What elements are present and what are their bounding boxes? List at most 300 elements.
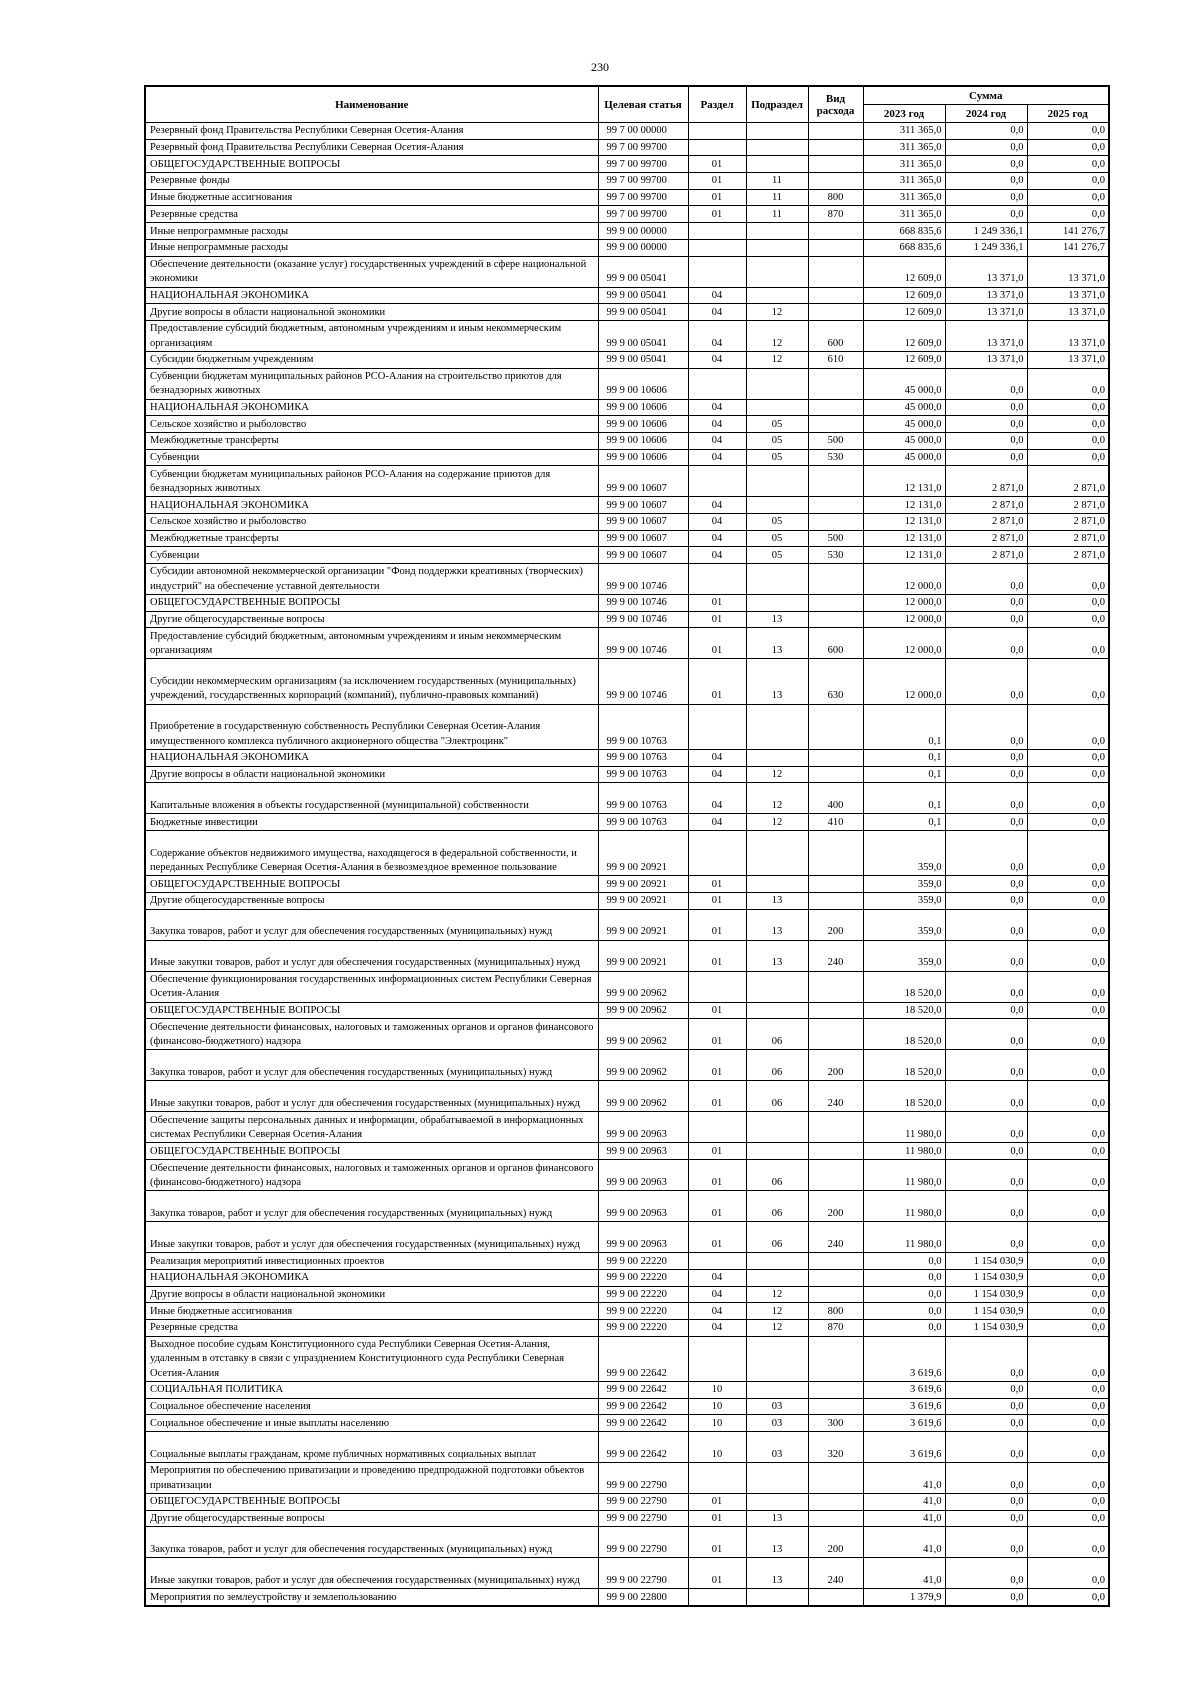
row-2025-cell: 0,0 — [1027, 1303, 1109, 1320]
row-subsection-cell: 06 — [746, 1081, 808, 1112]
table-row — [145, 287, 1109, 304]
row-2024-cell: 0,0 — [945, 1050, 1027, 1081]
row-subsection-cell — [746, 595, 808, 612]
row-2024-cell: 0,0 — [945, 659, 1027, 704]
row-target-article-cell: 99 9 00 22790 — [598, 1527, 688, 1558]
row-target-article-cell: 99 9 00 10607 — [598, 530, 688, 547]
row-2024-cell: 13 371,0 — [945, 320, 1027, 351]
row-name-cell: Субвенции — [145, 547, 598, 564]
row-target-article-cell: 99 9 00 22220 — [598, 1319, 688, 1336]
table-row — [145, 1253, 1109, 1270]
table-row — [145, 304, 1109, 321]
row-expense-type-cell: 410 — [808, 814, 863, 831]
row-subsection-cell — [746, 1253, 808, 1270]
table-body — [145, 123, 1109, 1607]
row-expense-type-cell — [808, 766, 863, 783]
table-row — [145, 628, 1109, 659]
row-subsection-cell — [746, 1462, 808, 1493]
row-2025-cell: 0,0 — [1027, 659, 1109, 704]
table-row — [145, 1493, 1109, 1510]
row-2025-cell: 0,0 — [1027, 1160, 1109, 1191]
row-name-cell: Обеспечение деятельности финансовых, налоговых и таможенных органов и органов финансового (финансово-бюджетного) надзора — [145, 1160, 598, 1191]
row-section-cell: 01 — [688, 1191, 746, 1222]
row-target-article-cell: 99 9 00 22220 — [598, 1303, 688, 1320]
row-2024-cell: 2 871,0 — [945, 466, 1027, 497]
row-2024-cell: 0,0 — [945, 595, 1027, 612]
row-section-cell: 04 — [688, 449, 746, 466]
row-expense-type-cell — [808, 893, 863, 910]
row-target-article-cell: 99 9 00 10763 — [598, 814, 688, 831]
table-row — [145, 1050, 1109, 1081]
row-2024-cell: 2 871,0 — [945, 530, 1027, 547]
row-2025-cell: 13 371,0 — [1027, 256, 1109, 287]
table-row — [145, 831, 1109, 876]
row-expense-type-cell: 240 — [808, 1081, 863, 1112]
row-target-article-cell: 99 9 00 22642 — [598, 1336, 688, 1381]
row-2023-cell: 0,1 — [863, 766, 945, 783]
row-subsection-cell — [746, 1112, 808, 1143]
row-section-cell — [688, 971, 746, 1002]
row-name-cell: Иные бюджетные ассигнования — [145, 1303, 598, 1320]
row-expense-type-cell — [808, 139, 863, 156]
row-2024-cell: 0,0 — [945, 704, 1027, 749]
table-row — [145, 876, 1109, 893]
row-name-cell: ОБЩЕГОСУДАРСТВЕННЫЕ ВОПРОСЫ — [145, 1002, 598, 1019]
row-section-cell: 04 — [688, 432, 746, 449]
row-2024-cell: 1 154 030,9 — [945, 1303, 1027, 1320]
row-target-article-cell: 99 9 00 22220 — [598, 1269, 688, 1286]
row-2025-cell: 0,0 — [1027, 1286, 1109, 1303]
row-2025-cell: 13 371,0 — [1027, 351, 1109, 368]
row-subsection-cell: 05 — [746, 449, 808, 466]
row-section-cell: 10 — [688, 1398, 746, 1415]
row-name-cell: Иные непрограммные расходы — [145, 223, 598, 240]
row-2025-cell: 13 371,0 — [1027, 287, 1109, 304]
row-name-cell: Социальное обеспечение и иные выплаты населению — [145, 1415, 598, 1432]
row-2025-cell: 0,0 — [1027, 1431, 1109, 1462]
row-expense-type-cell: 400 — [808, 783, 863, 814]
table-row — [145, 1160, 1109, 1191]
row-target-article-cell: 99 9 00 20962 — [598, 1002, 688, 1019]
row-2023-cell: 0,1 — [863, 750, 945, 767]
row-2025-cell: 0,0 — [1027, 1462, 1109, 1493]
row-expense-type-cell — [808, 1019, 863, 1050]
row-name-cell: Иные закупки товаров, работ и услуг для обеспечения государственных (муниципальных) нужд — [145, 1081, 598, 1112]
table-row — [145, 1431, 1109, 1462]
row-target-article-cell: 99 9 00 22800 — [598, 1589, 688, 1606]
row-subsection-cell — [746, 971, 808, 1002]
row-section-cell: 10 — [688, 1431, 746, 1462]
row-expense-type-cell — [808, 595, 863, 612]
row-expense-type-cell — [808, 1462, 863, 1493]
row-target-article-cell: 99 9 00 22642 — [598, 1381, 688, 1398]
row-2025-cell: 0,0 — [1027, 1510, 1109, 1527]
row-subsection-cell: 03 — [746, 1415, 808, 1432]
row-expense-type-cell — [808, 971, 863, 1002]
row-expense-type-cell — [808, 416, 863, 433]
row-expense-type-cell: 300 — [808, 1415, 863, 1432]
row-subsection-cell: 13 — [746, 1558, 808, 1589]
row-section-cell: 01 — [688, 1493, 746, 1510]
row-name-cell: Мероприятия по обеспечению приватизации и проведению предпродажной подготовки объектов приватизации — [145, 1462, 598, 1493]
row-expense-type-cell: 800 — [808, 189, 863, 206]
row-name-cell: Сельское хозяйство и рыболовство — [145, 416, 598, 433]
row-2024-cell: 0,0 — [945, 1431, 1027, 1462]
row-2024-cell: 0,0 — [945, 1222, 1027, 1253]
row-2023-cell: 359,0 — [863, 831, 945, 876]
row-target-article-cell: 99 9 00 22790 — [598, 1558, 688, 1589]
row-name-cell: Реализация мероприятий инвестиционных проектов — [145, 1253, 598, 1270]
row-target-article-cell: 99 9 00 10763 — [598, 766, 688, 783]
table-row — [145, 189, 1109, 206]
row-2024-cell: 0,0 — [945, 893, 1027, 910]
row-section-cell: 04 — [688, 547, 746, 564]
row-2023-cell: 45 000,0 — [863, 368, 945, 399]
table-row — [145, 1303, 1109, 1320]
row-subsection-cell: 03 — [746, 1431, 808, 1462]
row-name-cell: Капитальные вложения в объекты государственной (муниципальной) собственности — [145, 783, 598, 814]
row-target-article-cell: 99 9 00 10606 — [598, 416, 688, 433]
row-expense-type-cell — [808, 466, 863, 497]
row-2023-cell: 11 980,0 — [863, 1143, 945, 1160]
row-subsection-cell: 05 — [746, 416, 808, 433]
row-subsection-cell: 06 — [746, 1050, 808, 1081]
row-subsection-cell: 05 — [746, 547, 808, 564]
row-2024-cell: 0,0 — [945, 1019, 1027, 1050]
row-expense-type-cell — [808, 831, 863, 876]
row-section-cell: 04 — [688, 530, 746, 547]
row-subsection-cell — [746, 399, 808, 416]
row-name-cell: НАЦИОНАЛЬНАЯ ЭКОНОМИКА — [145, 750, 598, 767]
row-section-cell: 04 — [688, 1303, 746, 1320]
table-row — [145, 1336, 1109, 1381]
row-target-article-cell: 99 9 00 10763 — [598, 704, 688, 749]
row-2025-cell: 2 871,0 — [1027, 514, 1109, 531]
row-expense-type-cell — [808, 611, 863, 628]
row-name-cell: Обеспечение деятельности (оказание услуг) государственных учреждений в сфере национальной экономики — [145, 256, 598, 287]
row-name-cell: Содержание объектов недвижимого имущества, находящегося в федеральной собственности, и переданных Республике Северная Осетия-Алания в безвозмездное временное пользование — [145, 831, 598, 876]
row-2023-cell: 311 365,0 — [863, 123, 945, 140]
row-2023-cell: 3 619,6 — [863, 1415, 945, 1432]
page-number: 230 — [591, 60, 609, 74]
row-2024-cell: 1 154 030,9 — [945, 1319, 1027, 1336]
row-2024-cell: 0,0 — [945, 564, 1027, 595]
row-subsection-cell — [746, 1493, 808, 1510]
budget-table — [144, 85, 1110, 1607]
row-name-cell: Иные бюджетные ассигнования — [145, 189, 598, 206]
row-expense-type-cell — [808, 704, 863, 749]
column-header-target-article: Целевая статья — [598, 86, 688, 123]
row-subsection-cell: 12 — [746, 766, 808, 783]
row-subsection-cell: 12 — [746, 783, 808, 814]
row-2023-cell: 0,0 — [863, 1303, 945, 1320]
row-2025-cell: 0,0 — [1027, 1398, 1109, 1415]
row-target-article-cell: 99 9 00 10746 — [598, 628, 688, 659]
row-2024-cell: 0,0 — [945, 1191, 1027, 1222]
row-2024-cell: 0,0 — [945, 1398, 1027, 1415]
row-name-cell: Субвенции бюджетам муниципальных районов РСО-Алания на содержание приютов для безнадзорных животных — [145, 466, 598, 497]
row-section-cell: 04 — [688, 320, 746, 351]
row-name-cell: Субсидии некоммерческим организациям (за исключением государственных (муниципальных) учреждений, государственных корпораций (компаний), публично-правовых компаний) — [145, 659, 598, 704]
row-2025-cell: 0,0 — [1027, 564, 1109, 595]
row-target-article-cell: 99 9 00 10607 — [598, 547, 688, 564]
row-target-article-cell: 99 9 00 10746 — [598, 611, 688, 628]
row-expense-type-cell: 870 — [808, 206, 863, 223]
row-subsection-cell: 05 — [746, 432, 808, 449]
row-2024-cell: 1 249 336,1 — [945, 239, 1027, 256]
row-2023-cell: 18 520,0 — [863, 1002, 945, 1019]
row-expense-type-cell — [808, 223, 863, 240]
row-target-article-cell: 99 9 00 10607 — [598, 497, 688, 514]
column-header-2023: 2023 год — [863, 105, 945, 123]
row-expense-type-cell — [808, 1493, 863, 1510]
row-2024-cell: 1 154 030,9 — [945, 1269, 1027, 1286]
row-2025-cell: 0,0 — [1027, 1319, 1109, 1336]
row-2024-cell: 0,0 — [945, 1510, 1027, 1527]
row-subsection-cell: 12 — [746, 304, 808, 321]
row-name-cell: ОБЩЕГОСУДАРСТВЕННЫЕ ВОПРОСЫ — [145, 595, 598, 612]
row-2025-cell: 0,0 — [1027, 831, 1109, 876]
row-2024-cell: 0,0 — [945, 1415, 1027, 1432]
row-target-article-cell: 99 7 00 99700 — [598, 189, 688, 206]
row-expense-type-cell — [808, 256, 863, 287]
row-2023-cell: 45 000,0 — [863, 449, 945, 466]
row-2023-cell: 12 131,0 — [863, 514, 945, 531]
row-target-article-cell: 99 9 00 10746 — [598, 595, 688, 612]
row-2023-cell: 0,1 — [863, 783, 945, 814]
column-header-section: Раздел — [688, 86, 746, 123]
row-expense-type-cell: 200 — [808, 1050, 863, 1081]
row-name-cell: Социальные выплаты гражданам, кроме публичных нормативных социальных выплат — [145, 1431, 598, 1462]
column-header-name: Наименование — [145, 86, 598, 123]
column-header-expense-type: Вид расхода — [808, 86, 863, 123]
row-subsection-cell: 12 — [746, 320, 808, 351]
row-2024-cell: 13 371,0 — [945, 287, 1027, 304]
row-2023-cell: 12 000,0 — [863, 595, 945, 612]
row-section-cell: 01 — [688, 595, 746, 612]
row-expense-type-cell: 240 — [808, 1222, 863, 1253]
row-target-article-cell: 99 9 00 10606 — [598, 432, 688, 449]
row-target-article-cell: 99 9 00 05041 — [598, 320, 688, 351]
row-expense-type-cell: 530 — [808, 449, 863, 466]
row-section-cell — [688, 1336, 746, 1381]
row-2025-cell: 0,0 — [1027, 1143, 1109, 1160]
row-subsection-cell: 11 — [746, 206, 808, 223]
row-2023-cell: 0,0 — [863, 1269, 945, 1286]
row-name-cell: Закупка товаров, работ и услуг для обеспечения государственных (муниципальных) нужд — [145, 1527, 598, 1558]
table-row — [145, 123, 1109, 140]
row-section-cell: 01 — [688, 1222, 746, 1253]
row-section-cell: 01 — [688, 1143, 746, 1160]
row-expense-type-cell — [808, 1589, 863, 1606]
row-section-cell — [688, 704, 746, 749]
row-expense-type-cell — [808, 750, 863, 767]
row-2024-cell: 13 371,0 — [945, 351, 1027, 368]
row-name-cell: Резервный фонд Правительства Республики Северная Осетия-Алания — [145, 139, 598, 156]
row-subsection-cell — [746, 750, 808, 767]
row-name-cell: НАЦИОНАЛЬНАЯ ЭКОНОМИКА — [145, 1269, 598, 1286]
row-2024-cell: 2 871,0 — [945, 497, 1027, 514]
row-subsection-cell: 12 — [746, 1286, 808, 1303]
row-subsection-cell — [746, 831, 808, 876]
row-2023-cell: 668 835,6 — [863, 239, 945, 256]
row-2024-cell: 0,0 — [945, 1558, 1027, 1589]
row-expense-type-cell — [808, 497, 863, 514]
row-2024-cell: 0,0 — [945, 368, 1027, 399]
row-target-article-cell: 99 9 00 20963 — [598, 1143, 688, 1160]
row-name-cell: Закупка товаров, работ и услуг для обеспечения государственных (муниципальных) нужд — [145, 1191, 598, 1222]
row-section-cell: 04 — [688, 497, 746, 514]
row-subsection-cell: 13 — [746, 893, 808, 910]
row-2025-cell: 0,0 — [1027, 432, 1109, 449]
row-2024-cell: 0,0 — [945, 1527, 1027, 1558]
row-2025-cell: 0,0 — [1027, 1415, 1109, 1432]
table-row — [145, 530, 1109, 547]
row-2024-cell: 0,0 — [945, 189, 1027, 206]
row-name-cell: Закупка товаров, работ и услуг для обеспечения государственных (муниципальных) нужд — [145, 1050, 598, 1081]
table-row — [145, 399, 1109, 416]
row-2023-cell: 0,1 — [863, 704, 945, 749]
row-section-cell — [688, 123, 746, 140]
row-target-article-cell: 99 9 00 10607 — [598, 514, 688, 531]
row-name-cell: Субвенции бюджетам муниципальных районов РСО-Алания на строительство приютов для безнадзорных животных — [145, 368, 598, 399]
row-name-cell: Обеспечение деятельности финансовых, налоговых и таможенных органов и органов финансового (финансово-бюджетного) надзора — [145, 1019, 598, 1050]
row-subsection-cell: 05 — [746, 530, 808, 547]
row-expense-type-cell: 800 — [808, 1303, 863, 1320]
row-target-article-cell: 99 9 00 20921 — [598, 909, 688, 940]
row-name-cell: Резервные фонды — [145, 173, 598, 190]
row-2023-cell: 41,0 — [863, 1493, 945, 1510]
row-2024-cell: 0,0 — [945, 1462, 1027, 1493]
row-target-article-cell: 99 9 00 20921 — [598, 940, 688, 971]
row-2024-cell: 0,0 — [945, 971, 1027, 1002]
row-target-article-cell: 99 9 00 20963 — [598, 1160, 688, 1191]
row-2024-cell: 0,0 — [945, 1143, 1027, 1160]
row-2024-cell: 0,0 — [945, 814, 1027, 831]
row-expense-type-cell — [808, 1381, 863, 1398]
row-expense-type-cell — [808, 287, 863, 304]
row-2023-cell: 12 131,0 — [863, 466, 945, 497]
row-target-article-cell: 99 7 00 99700 — [598, 206, 688, 223]
row-2023-cell: 12 131,0 — [863, 497, 945, 514]
row-2023-cell: 359,0 — [863, 909, 945, 940]
row-2024-cell: 0,0 — [945, 156, 1027, 173]
row-2025-cell: 0,0 — [1027, 1493, 1109, 1510]
row-2025-cell: 0,0 — [1027, 1222, 1109, 1253]
row-2023-cell: 12 609,0 — [863, 256, 945, 287]
row-2024-cell: 0,0 — [945, 876, 1027, 893]
row-name-cell: Субвенции — [145, 449, 598, 466]
row-section-cell — [688, 1589, 746, 1606]
row-2025-cell: 2 871,0 — [1027, 497, 1109, 514]
row-section-cell: 01 — [688, 1527, 746, 1558]
row-2025-cell: 2 871,0 — [1027, 530, 1109, 547]
row-2023-cell: 18 520,0 — [863, 1050, 945, 1081]
row-expense-type-cell — [808, 1286, 863, 1303]
row-section-cell: 01 — [688, 1081, 746, 1112]
row-2023-cell: 12 609,0 — [863, 351, 945, 368]
row-target-article-cell: 99 9 00 00000 — [598, 239, 688, 256]
row-name-cell: Обеспечение функционирования государственных информационных систем Республики Северная Осетия-Алания — [145, 971, 598, 1002]
row-section-cell — [688, 1253, 746, 1270]
row-2025-cell: 0,0 — [1027, 173, 1109, 190]
table-row — [145, 256, 1109, 287]
row-subsection-cell: 06 — [746, 1222, 808, 1253]
row-name-cell: Другие общегосударственные вопросы — [145, 611, 598, 628]
row-subsection-cell — [746, 156, 808, 173]
row-2023-cell: 12 000,0 — [863, 628, 945, 659]
row-section-cell: 01 — [688, 1050, 746, 1081]
row-subsection-cell — [746, 368, 808, 399]
row-target-article-cell: 99 9 00 20963 — [598, 1222, 688, 1253]
row-name-cell: Другие вопросы в области национальной экономики — [145, 1286, 598, 1303]
row-subsection-cell: 13 — [746, 1527, 808, 1558]
row-2023-cell: 18 520,0 — [863, 1081, 945, 1112]
row-section-cell: 01 — [688, 1558, 746, 1589]
table-row — [145, 156, 1109, 173]
row-2024-cell: 1 249 336,1 — [945, 223, 1027, 240]
row-2023-cell: 18 520,0 — [863, 1019, 945, 1050]
row-target-article-cell: 99 9 00 20921 — [598, 831, 688, 876]
row-2024-cell: 0,0 — [945, 1160, 1027, 1191]
row-section-cell: 01 — [688, 1002, 746, 1019]
table-row — [145, 1112, 1109, 1143]
row-2024-cell: 0,0 — [945, 123, 1027, 140]
row-2025-cell: 13 371,0 — [1027, 320, 1109, 351]
row-2024-cell: 0,0 — [945, 783, 1027, 814]
row-section-cell — [688, 466, 746, 497]
row-expense-type-cell — [808, 368, 863, 399]
row-name-cell: Предоставление субсидий бюджетным, автономным учреждениям и иным некоммерческим организациям — [145, 628, 598, 659]
row-expense-type-cell — [808, 1160, 863, 1191]
table-row — [145, 1589, 1109, 1606]
table-row — [145, 1222, 1109, 1253]
row-2025-cell: 0,0 — [1027, 1019, 1109, 1050]
row-section-cell — [688, 256, 746, 287]
row-2024-cell: 0,0 — [945, 611, 1027, 628]
table-row — [145, 1558, 1109, 1589]
row-subsection-cell: 06 — [746, 1191, 808, 1222]
row-expense-type-cell — [808, 156, 863, 173]
row-2025-cell: 0,0 — [1027, 1527, 1109, 1558]
table-row — [145, 1398, 1109, 1415]
row-subsection-cell: 03 — [746, 1398, 808, 1415]
row-name-cell: Субсидии бюджетным учреждениям — [145, 351, 598, 368]
row-section-cell: 01 — [688, 893, 746, 910]
row-2024-cell: 0,0 — [945, 766, 1027, 783]
row-2023-cell: 0,0 — [863, 1319, 945, 1336]
row-expense-type-cell — [808, 1143, 863, 1160]
row-2023-cell: 12 000,0 — [863, 611, 945, 628]
table-row — [145, 173, 1109, 190]
row-2025-cell: 0,0 — [1027, 1081, 1109, 1112]
row-name-cell: Обеспечение защиты персональных данных и информации, обрабатываемой в информационных системах Республики Северная Осетия-Алания — [145, 1112, 598, 1143]
table-row — [145, 704, 1109, 749]
row-2025-cell: 0,0 — [1027, 1112, 1109, 1143]
row-section-cell: 01 — [688, 628, 746, 659]
row-2025-cell: 0,0 — [1027, 611, 1109, 628]
row-2025-cell: 0,0 — [1027, 814, 1109, 831]
row-name-cell: ОБЩЕГОСУДАРСТВЕННЫЕ ВОПРОСЫ — [145, 1493, 598, 1510]
row-expense-type-cell: 610 — [808, 351, 863, 368]
row-section-cell: 01 — [688, 206, 746, 223]
row-2025-cell: 0,0 — [1027, 940, 1109, 971]
row-target-article-cell: 99 9 00 22220 — [598, 1253, 688, 1270]
row-2025-cell: 0,0 — [1027, 783, 1109, 814]
row-section-cell: 04 — [688, 514, 746, 531]
row-target-article-cell: 99 9 00 20962 — [598, 1019, 688, 1050]
row-2023-cell: 12 609,0 — [863, 287, 945, 304]
